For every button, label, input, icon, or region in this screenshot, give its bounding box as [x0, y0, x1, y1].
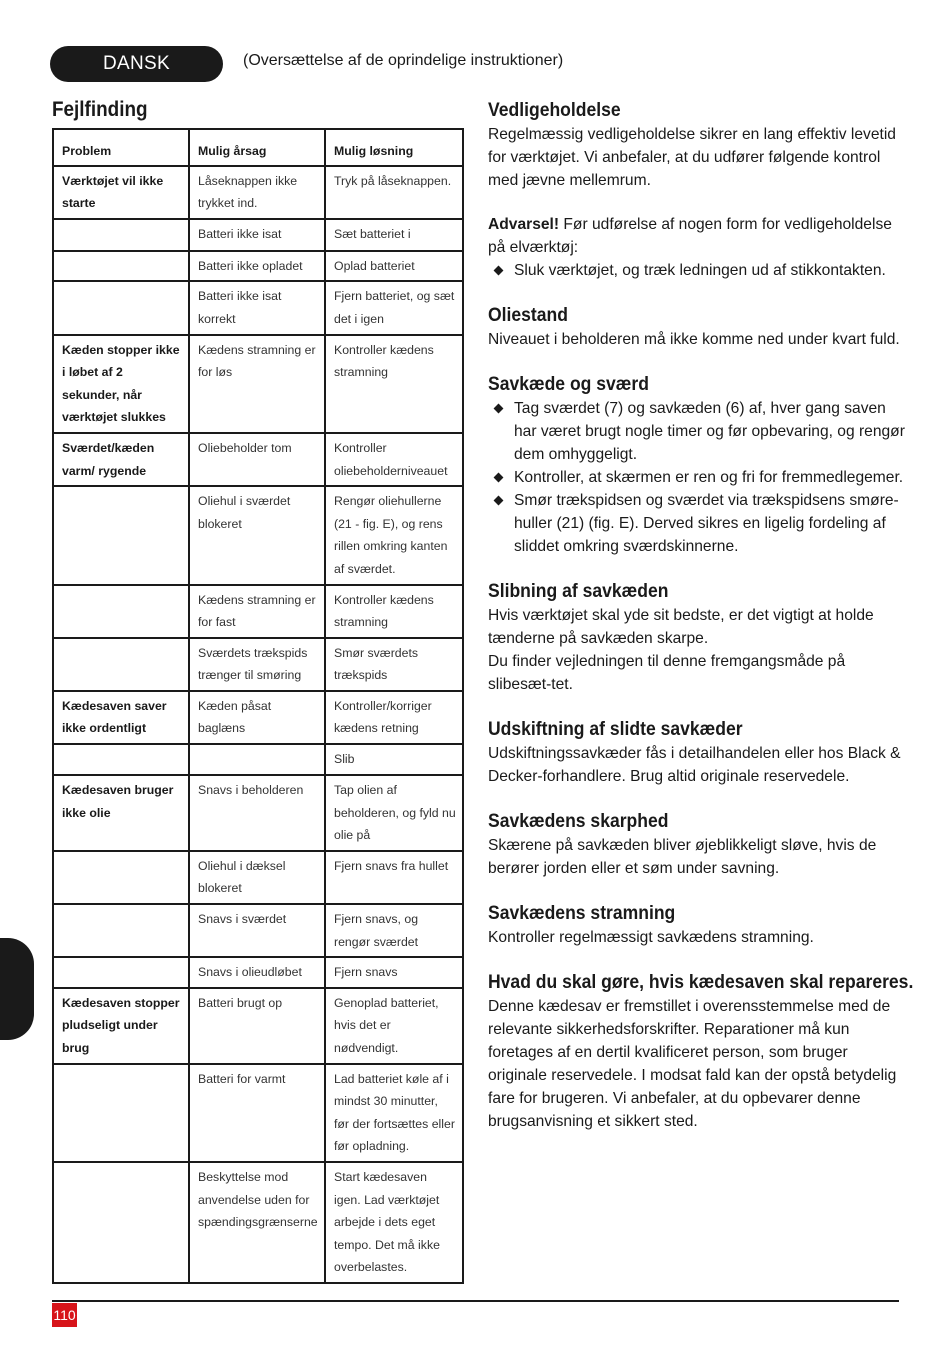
oil-level-title: Oliestand [488, 304, 568, 326]
solution-cell: Tap olien af beholderen, og fyld nu olie på [325, 775, 463, 851]
warning-list [488, 259, 906, 282]
sharpening-text-2: Du finder vejledningen til denne fremgangsmåde på slibesæt-tet. [488, 653, 846, 693]
replacement-text: Udskiftningssavkæder fås i detailhandelen eller hos Black & Decker-forhandlere. Brug altid originale reservedele. [488, 745, 901, 785]
solution-cell: Kontroller oliebeholderniveauet [325, 433, 463, 486]
warning-bullet-text: Sluk værktøjet, og træk ledningen ud af stikkontakten. [514, 262, 886, 279]
column-header-problem: Problem [53, 129, 189, 166]
solution-cell: Slib [325, 744, 463, 775]
repair-title: Hvad du skal gøre, hvis kædesaven skal repareres. [488, 971, 914, 993]
chain-bar-title: Savkæde og sværd [488, 373, 649, 395]
problem-cell [53, 851, 189, 904]
table-row [53, 335, 463, 433]
troubleshooting-title: Fejlfinding [52, 98, 148, 121]
sharpening-title: Slibning af savkæden [488, 580, 669, 602]
side-tab-marker [0, 938, 34, 1040]
sharpness-text: Skærene på savkæden bliver øjeblikkeligt sløve, hvis de berører jorden eller et søm under savning. [488, 837, 877, 877]
solution-cell: Tryk på låseknappen. [325, 166, 463, 219]
solution-cell: Fjern batteriet, og sæt det i igen [325, 281, 463, 334]
solution-cell: Sæt batteriet i [325, 219, 463, 251]
table-row [53, 219, 463, 251]
table-row [53, 904, 463, 957]
problem-cell: Kædesaven saver ikke ordentligt [53, 691, 189, 744]
cause-cell: Kædens stramning er for løs [189, 335, 325, 433]
solution-cell: Fjern snavs, og rengør sværdet [325, 904, 463, 957]
table-row [53, 775, 463, 851]
tension-title: Savkædens stramning [488, 902, 676, 924]
sharpening-text: Hvis værktøjet skal yde sit bedste, er det vigtigt at holde tænderne på savkæden skarpe. [488, 607, 874, 647]
problem-cell [53, 486, 189, 584]
diamond-bullet-icon [494, 473, 504, 483]
table-row [53, 638, 463, 691]
solution-cell: Fjern snavs fra hullet [325, 851, 463, 904]
table-row [53, 166, 463, 219]
list-item [488, 397, 906, 466]
cause-cell: Sværdets trækspids trænger til smøring [189, 638, 325, 691]
solution-cell: Kontroller/korriger kædens retning [325, 691, 463, 744]
oil-level-section [488, 303, 906, 351]
table-header-row [53, 129, 463, 166]
cause-cell: Batteri brugt op [189, 988, 325, 1064]
list-item [488, 259, 906, 282]
problem-cell [53, 219, 189, 251]
sharpening-section [488, 579, 906, 696]
column-header-cause: Mulig årsag [189, 129, 325, 166]
table-row [53, 1064, 463, 1162]
solution-cell: Genoplad batteriet, hvis det er nødvendigt. [325, 988, 463, 1064]
problem-cell: Kæden stopper ikke i løbet af 2 sekunder, når værktøjet slukkes [53, 335, 189, 433]
cause-cell: Batteri ikke opladet [189, 251, 325, 282]
solution-cell: Fjern snavs [325, 957, 463, 988]
repair-text: Denne kædesav er fremstillet i overensstemmelse med de relevante sikkerhedsforskrifter. Reparationer må kun foretages af en dertil kvalificeret person, som bruger originale reservedele. I modsat fald kan der opstå betydelig fare for brugeren. Vi anbefaler, at du opbevarer denne brugsanvisning et sikkert sted. [488, 998, 897, 1130]
replacement-title: Udskiftning af slidte savkæder [488, 718, 743, 740]
table-row [53, 281, 463, 334]
chain-bar-list [488, 397, 906, 558]
solution-cell: Smør sværdets trækspids [325, 638, 463, 691]
footer-divider [52, 1300, 899, 1302]
maintenance-title: Vedligeholdelse [488, 99, 621, 121]
list-item [488, 489, 906, 558]
diamond-bullet-icon [494, 266, 504, 276]
cause-cell: Snavs i sværdet [189, 904, 325, 957]
tension-section [488, 901, 906, 949]
cause-cell: Kæden påsat baglæns [189, 691, 325, 744]
sharpness-title: Savkædens skarphed [488, 810, 669, 832]
cause-cell: Snavs i beholderen [189, 775, 325, 851]
warning-label: Advarsel! [488, 216, 560, 233]
table-row [53, 251, 463, 282]
list-item-text: Tag sværdet (7) og savkæden (6) af, hver gang saven har været brugt nogle timer og før opbevaring, og rengør dem omhyggeligt. [514, 400, 905, 463]
cause-cell [189, 744, 325, 775]
maintenance-column [488, 98, 914, 1154]
cause-cell: Batteri for varmt [189, 1064, 325, 1162]
warning-text: Før udførelse af nogen form for vedligeholdelse på elværktøj: [488, 216, 892, 256]
solution-cell: Rengør oliehullerne (21 - fig. E), og rens rillen omkring kanten af sværdet. [325, 486, 463, 584]
problem-cell: Sværdet/kæden varm/ rygende [53, 433, 189, 486]
cause-cell: Låseknappen ikke trykket ind. [189, 166, 325, 219]
warning-section [488, 213, 906, 282]
maintenance-intro: Regelmæssig vedligeholdelse sikrer en lang effektiv levetid for værktøjet. Vi anbefaler, at du udfører følgende kontrol med jævne mellemrum. [488, 126, 896, 189]
problem-cell [53, 638, 189, 691]
problem-cell: Kædesaven stopper pludseligt under brug [53, 988, 189, 1064]
language-badge: DANSK [50, 46, 223, 82]
list-item [488, 466, 906, 489]
column-header-solution: Mulig løsning [325, 129, 463, 166]
table-row [53, 691, 463, 744]
maintenance-section [488, 98, 906, 192]
oil-level-text: Niveauet i beholderen må ikke komme ned under kvart fuld. [488, 331, 900, 348]
chain-bar-section [488, 372, 906, 558]
troubleshooting-table [52, 128, 464, 1284]
sharpness-section [488, 809, 906, 880]
problem-cell [53, 744, 189, 775]
tension-text: Kontroller regelmæssigt savkædens stramning. [488, 929, 814, 946]
table-row [53, 585, 463, 638]
warning-paragraph [488, 213, 906, 259]
problem-cell [53, 251, 189, 282]
list-item-text: Smør trækspidsen og sværdet via trækspidsens smøre-huller (21) (fig. E). Derved sikres en ligelig fordeling af sliddet omkring sværdskinnerne. [514, 492, 899, 555]
list-item-text: Kontroller, at skærmen er ren og fri for fremmedlegemer. [514, 469, 904, 486]
replacement-section [488, 717, 906, 788]
cause-cell: Oliehul i sværdet blokeret [189, 486, 325, 584]
cause-cell: Kædens stramning er for fast [189, 585, 325, 638]
page-number: 110 [52, 1303, 77, 1327]
cause-cell: Beskyttelse mod anvendelse uden for spændingsgrænserne [189, 1162, 325, 1283]
solution-cell: Lad batteriet køle af i mindst 30 minutter, før der fortsættes eller før opladning. [325, 1064, 463, 1162]
problem-cell [53, 957, 189, 988]
problem-cell [53, 1064, 189, 1162]
table-row [53, 851, 463, 904]
table-row [53, 744, 463, 775]
table-row [53, 957, 463, 988]
cause-cell: Batteri ikke isat [189, 219, 325, 251]
repair-section [488, 970, 914, 1133]
diamond-bullet-icon [494, 496, 504, 506]
problem-cell [53, 281, 189, 334]
translation-note: (Oversættelse af de oprindelige instruktioner) [243, 52, 564, 69]
problem-cell: Kædesaven bruger ikke olie [53, 775, 189, 851]
cause-cell: Oliebeholder tom [189, 433, 325, 486]
problem-cell: Værktøjet vil ikke starte [53, 166, 189, 219]
table-row [53, 988, 463, 1064]
table-row [53, 486, 463, 584]
table-row [53, 1162, 463, 1283]
cause-cell: Oliehul i dæksel blokeret [189, 851, 325, 904]
problem-cell [53, 585, 189, 638]
cause-cell: Snavs i olieudløbet [189, 957, 325, 988]
solution-cell: Kontroller kædens stramning [325, 335, 463, 433]
diamond-bullet-icon [494, 404, 504, 414]
solution-cell: Oplad batteriet [325, 251, 463, 282]
problem-cell [53, 904, 189, 957]
solution-cell: Start kædesaven igen. Lad værktøjet arbejde i dets eget tempo. Det må ikke overbelastes. [325, 1162, 463, 1283]
solution-cell: Kontroller kædens stramning [325, 585, 463, 638]
problem-cell [53, 1162, 189, 1283]
table-row [53, 433, 463, 486]
cause-cell: Batteri ikke isat korrekt [189, 281, 325, 334]
